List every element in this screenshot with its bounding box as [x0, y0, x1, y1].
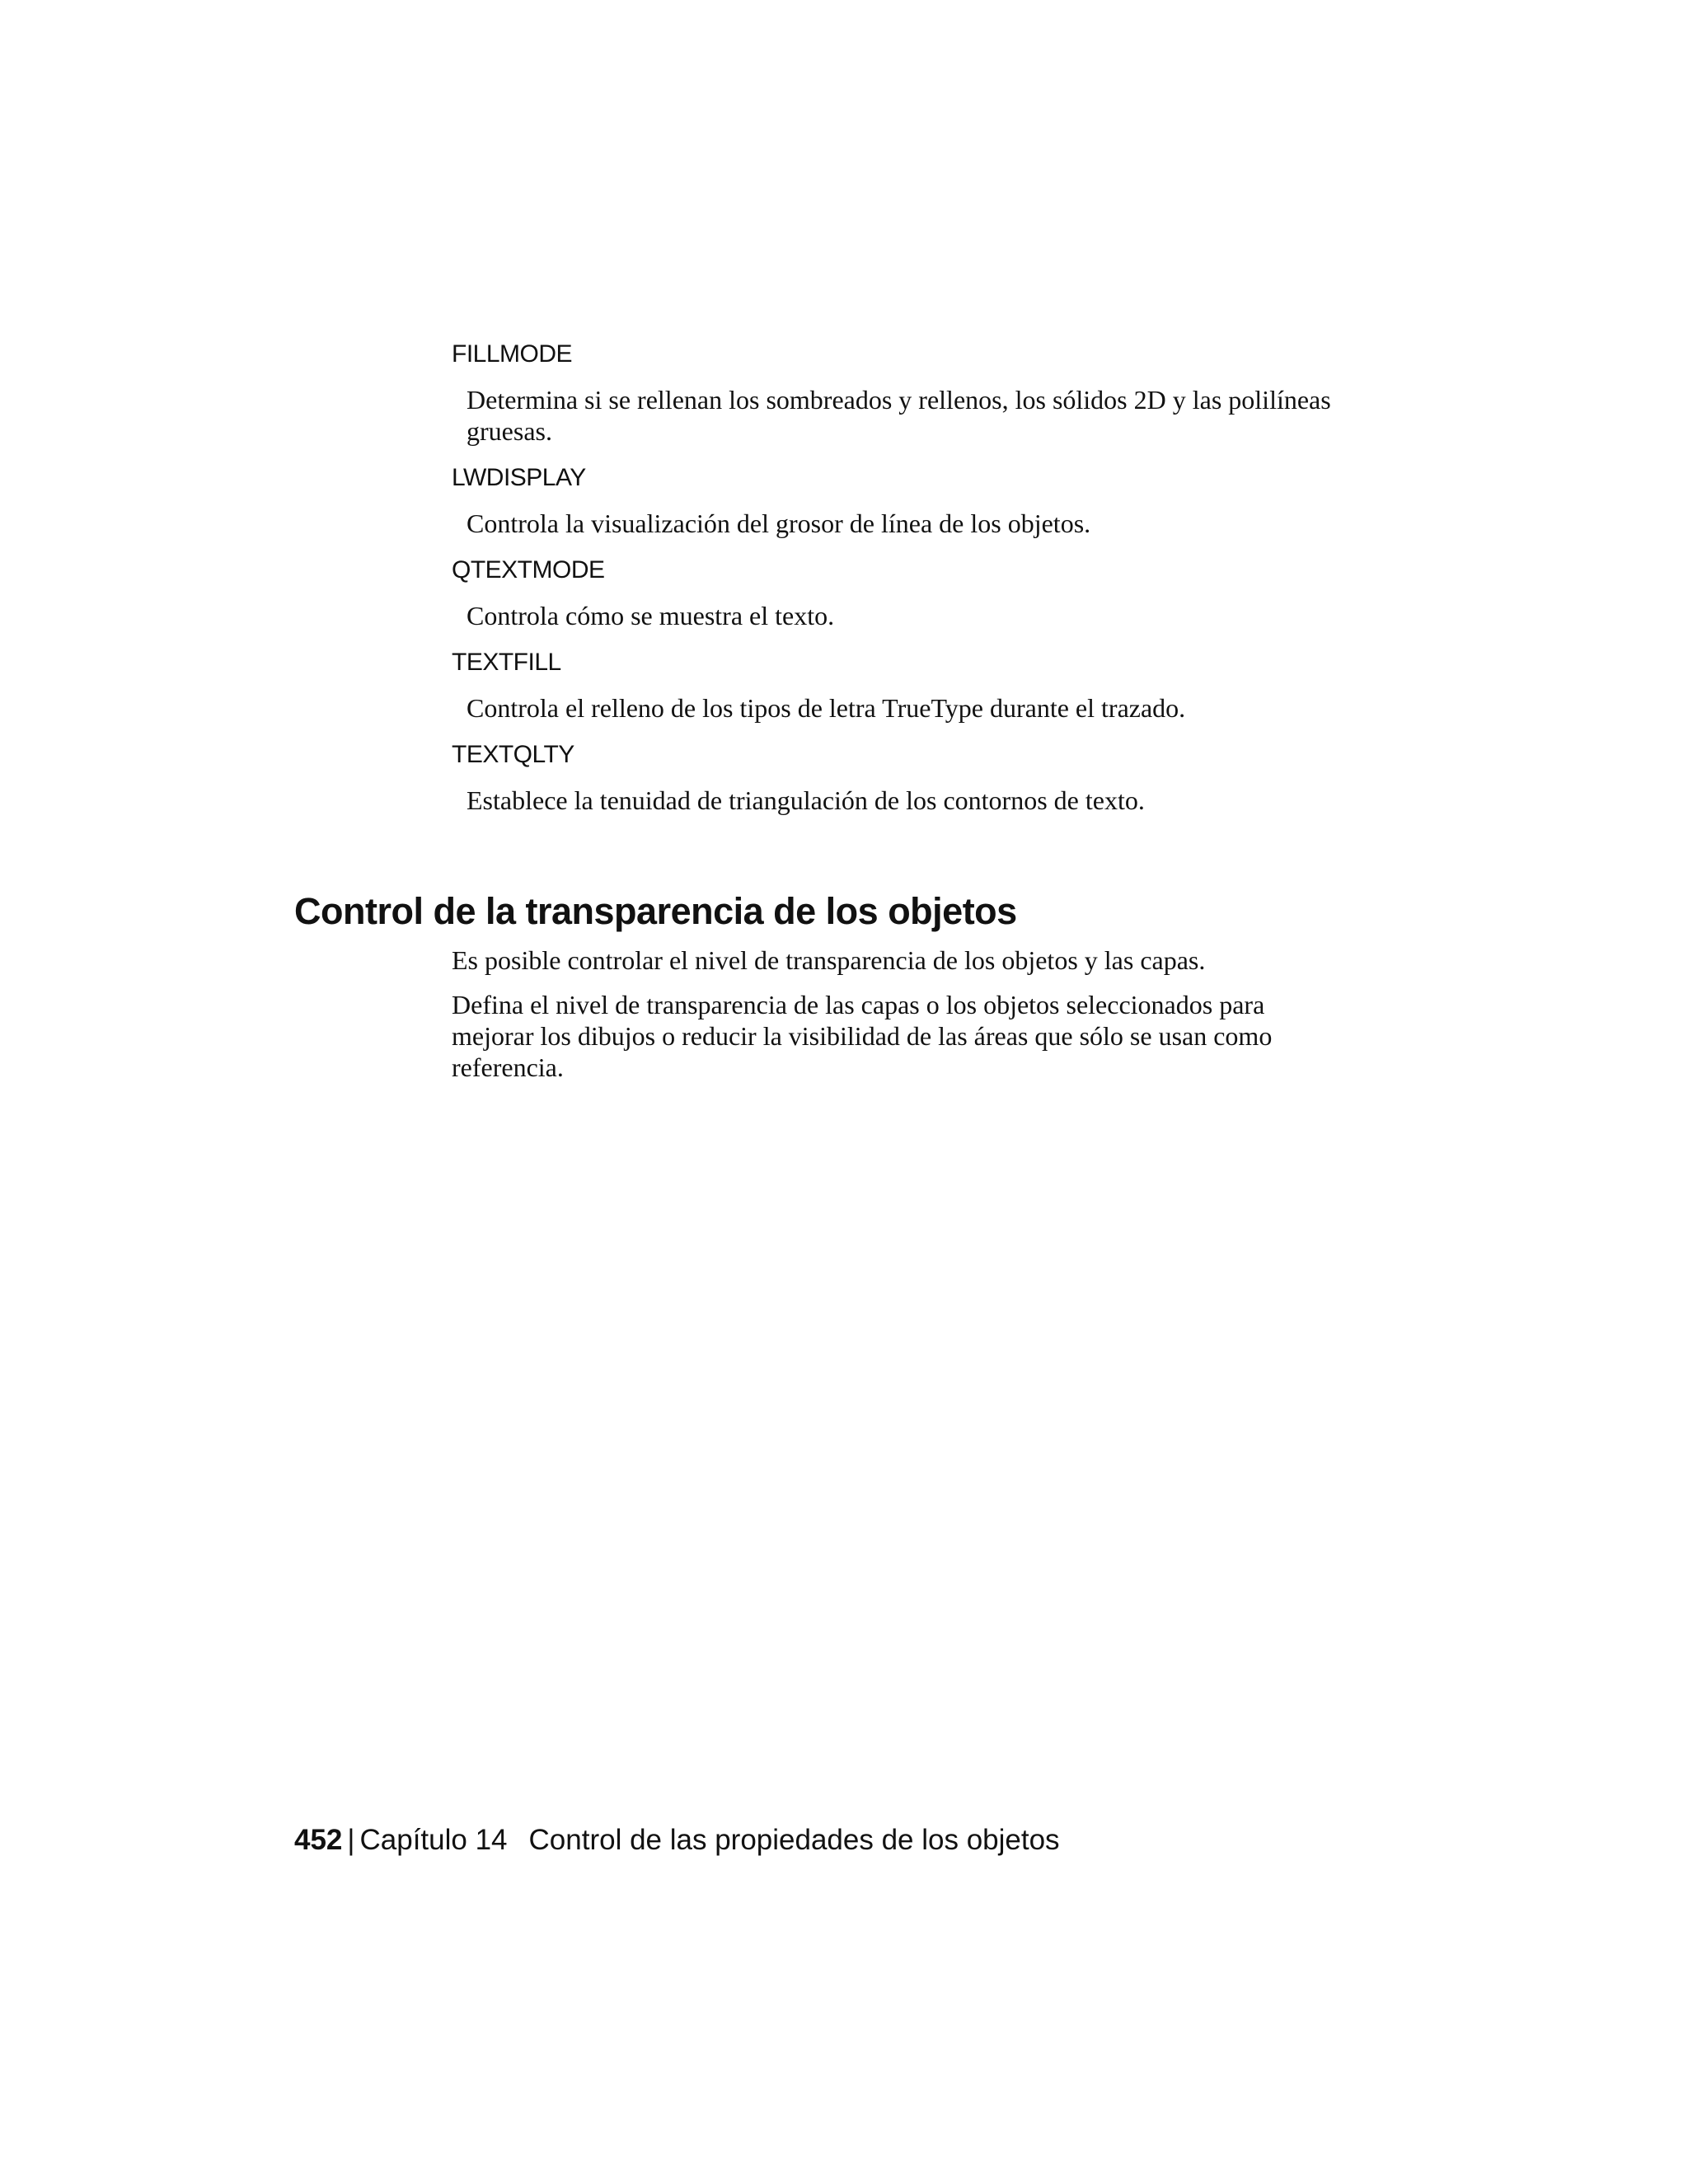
- variable-name: FILLMODE: [452, 340, 573, 368]
- variable-description: Controla el relleno de los tipos de letra TrueType durante el trazado.: [467, 693, 1186, 723]
- variable-description: Controla cómo se muestra el texto.: [467, 601, 835, 630]
- chapter-label: Capítulo 14: [359, 1824, 508, 1856]
- body-paragraph: Defina el nivel de transparencia de las capas o los objetos seleccionados para mejorar los dibujos o reducir la visibilidad de las áreas que sólo se usan como referencia.: [452, 990, 1273, 1082]
- variable-description: Controla la visualización del grosor de línea de los objetos.: [467, 509, 1091, 538]
- variable-description: Establece la tenuidad de triangulación de los contornos de texto.: [467, 785, 1145, 815]
- variable-name: TEXTQLTY: [452, 741, 574, 768]
- chapter-title: Control de las propiedades de los objetos: [528, 1824, 1060, 1856]
- system-variable-list: [452, 338, 1358, 831]
- section-body: [452, 944, 1342, 1096]
- footer-separator: |: [347, 1824, 355, 1856]
- body-paragraph: Es posible controlar el nivel de transparencia de los objetos y las capas.: [452, 945, 1206, 975]
- section-heading: Control de la transparencia de los objetos: [294, 890, 1017, 932]
- variable-name: LWDISPLAY: [452, 464, 586, 491]
- variable-name: QTEXTMODE: [452, 556, 605, 583]
- variable-description: Determina si se rellenan los sombreados y rellenos, los sólidos 2D y las polilíneas gruesas.: [467, 385, 1331, 446]
- page-footer: [294, 1821, 1060, 1859]
- page-number: 452: [294, 1824, 343, 1856]
- variable-name: TEXTFILL: [452, 649, 561, 676]
